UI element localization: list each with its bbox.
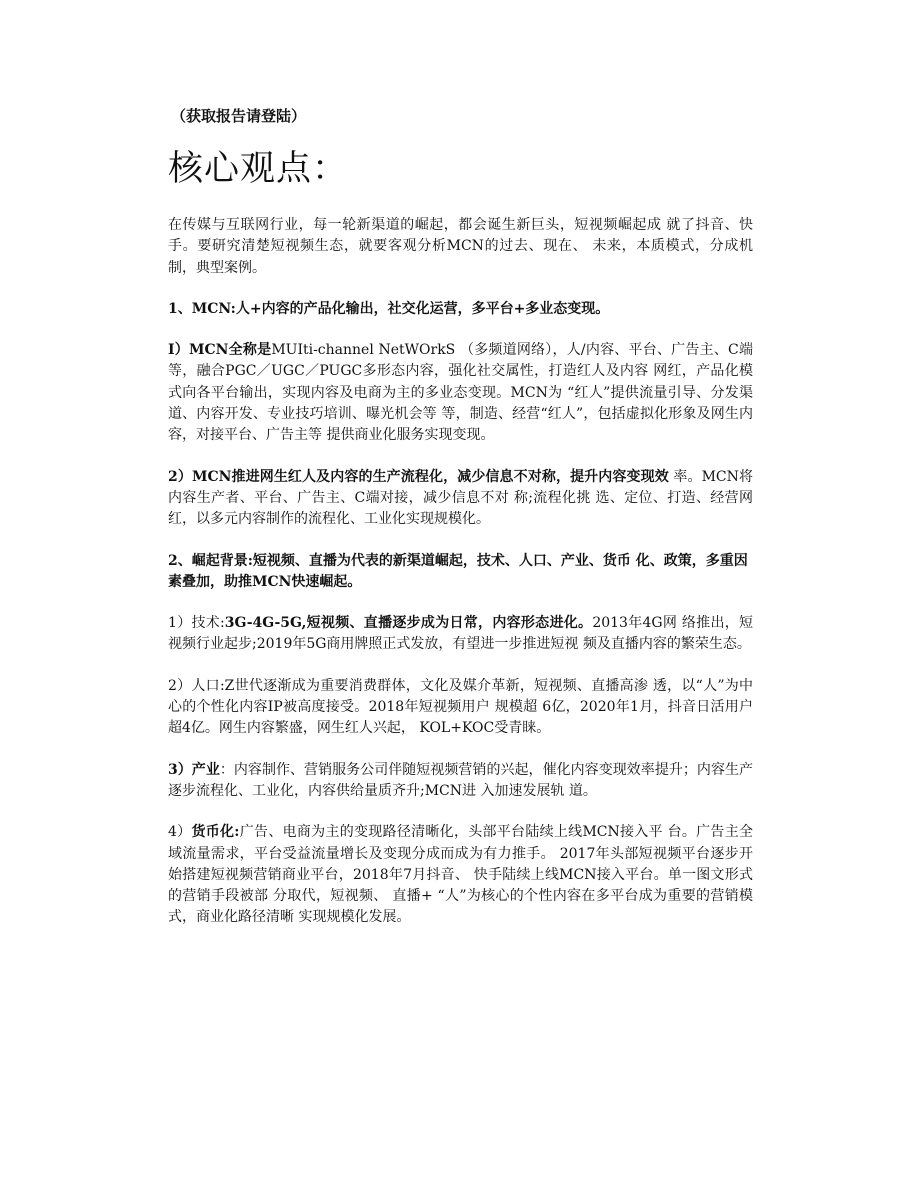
section-2-paragraph-2-body: Z世代逐渐成为重要消费群体，文化及媒介革新，短视频、直播高渗 透，以“人”为中心的个性化内容IP被高度接受。2018年短视频用户 规模超 6亿，2020年1月，抖音日活用户超4亿。网生内容繁盛，网生红人兴起， KOL+KOC受青睐。 — [168, 677, 754, 737]
section-2-paragraph-1-lead: 1）技术: — [168, 615, 225, 632]
section-1-paragraph-1-lead: I）MCN全称是 — [168, 342, 272, 359]
section-1-paragraph-1 — [168, 340, 753, 446]
section-1-paragraph-2-lead: 2）MCN推进网生红人及内容的生产流程化，减少信息不对称，提升内容变现效 — [168, 468, 669, 485]
section-1-title: 1、MCN:人+内容的产品化输出，社交化运营，多平台+多业态变现。 — [168, 300, 610, 317]
section-2-paragraph-1-body: 2013年4G网 络推出，短视频行业起步;2019年5G商用牌照正式发放，有望进一步推进短视 频及直播内容的繁荣生态。 — [168, 615, 754, 653]
section-2-paragraph-4-lead: 4） — [168, 824, 192, 841]
page-title: 核心观点： — [168, 149, 349, 189]
section-1-paragraph-2 — [168, 467, 753, 531]
login-note: （获取报告请登陆） — [171, 107, 307, 125]
section-2-title: 2、崛起背景:短视频、直播为代表的新渠道崛起，技术、人口、产业、货币 化、政策，多重因素叠加，助推MCN快速崛起。 — [168, 552, 748, 590]
section-2-paragraph-4 — [168, 822, 753, 928]
section-2-paragraph-2-lead: 2）人口: — [168, 677, 225, 694]
section-1-paragraph-2-body: 率。MCN将内容生产者、平台、广告主、C端对接，减少信息不对 称;流程化挑 选、定位、打造、经营网红，以多元内容制作的流程化、工业化实现规模化。 — [168, 468, 753, 528]
section-1-paragraph-1-body: MUIti-channel NetWOrkS （多频道网络），人/内容、平台、广告主、C端等，融合PGC／UGC／PUGC多形态内容，强化社交属性，打造红人及内容 网红，产品化模式向各平台输出，实现内容及电商为主的多业态变现。MCN为 “红人”提供流量引导、分发渠道、内容开发、专业技巧培训、曝光机会等 等，制造、经营“红人”，包括虚拟化形象及网生内容，对接平台、广告主等 提供商业化服务实现变现。 — [168, 342, 753, 444]
section-2-paragraph-3 — [168, 760, 753, 803]
document-page — [168, 105, 753, 949]
section-2-paragraph-4-body: 广告、电商为主的变现路径清晰化，头部平台陆续上线MCN接入平 台。广告主全域流量需求，平台受益流量增长及变现分成而成为有力推手。 2017年头部短视频平台逐步开始搭建短视频营销商业平台，2018年7月抖音、 快手陆续上线MCN接入平台。单一图文形式的营销手段被部 分取代，短视频、 直播+ “人”为核心的个性内容在多平台成为重要的营销模式，商业化路径清晰 实现规模化发展。 — [168, 824, 753, 926]
section-2-paragraph-2 — [168, 676, 753, 740]
section-2-paragraph-4-lead-bold: 货币化: — [191, 824, 240, 841]
intro-paragraph: 在传媒与互联网行业，每一轮新渠道的崛起，都会诞生新巨头，短视频崛起成 就了抖音、快手。要研究清楚短视频生态，就要客观分析MCN的过去、现在、 未来，本质模式，分成机制，典型案例。 — [168, 217, 753, 276]
section-2-paragraph-1 — [168, 613, 753, 656]
section-2-paragraph-3-lead: 3）产业 — [168, 761, 220, 778]
section-2-paragraph-3-body: ：内容制作、营销服务公司伴随短视频营销的兴起，催化内容变现效率提升；内容生产逐步流程化、工业化，内容供给量质齐升;MCN进 入加速发展轨 道。 — [168, 761, 754, 799]
section-2-paragraph-1-lead-bold: 3G-4G-5G,短视频、直播逐步成为日常，内容形态进化。 — [224, 615, 593, 632]
